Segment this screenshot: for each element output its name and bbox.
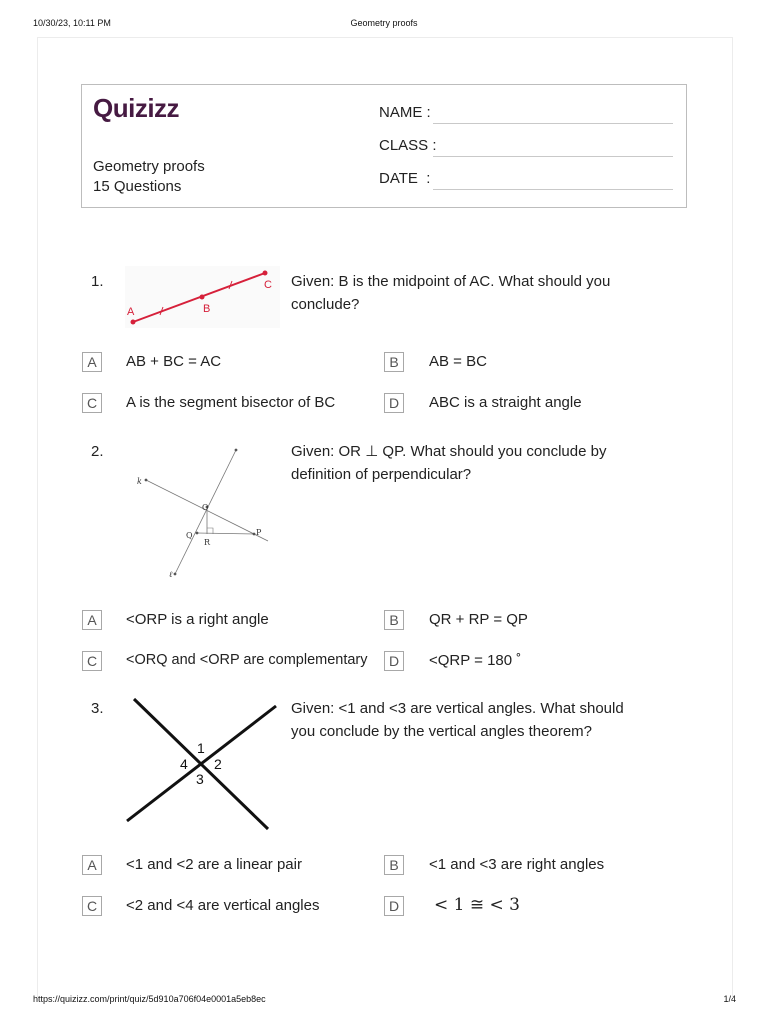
question-text: Given: B is the midpoint of AC. What should you conclude? <box>291 273 611 313</box>
quiz-title: Geometry proofs <box>93 158 205 175</box>
name-line[interactable] <box>433 123 673 124</box>
option-letter[interactable]: D <box>384 651 404 671</box>
option-letter[interactable]: C <box>82 896 102 916</box>
question-text: Given: <1 and <3 are vertical angles. What should you conclude by the vertical angles theorem? <box>291 700 624 740</box>
print-title: Geometry proofs <box>350 18 418 28</box>
label-b: B <box>203 303 211 315</box>
question-number: 1. <box>91 273 104 290</box>
option-text: A is the segment bisector of BC <box>126 394 336 411</box>
option-letter[interactable]: A <box>82 610 102 630</box>
option-text: AB + BC = AC <box>126 353 222 370</box>
print-url[interactable]: https://quizizz.com/print/quiz/5d910a706f04e0001a5eb8ec <box>33 994 266 1004</box>
label-l: ℓ <box>169 570 173 579</box>
option-letter[interactable]: B <box>384 352 404 372</box>
option-text: < 1 ≅ < 3 <box>434 895 520 915</box>
option-letter[interactable]: B <box>384 610 404 630</box>
quiz-header <box>81 84 687 208</box>
option-letter[interactable]: A <box>82 352 102 372</box>
angle-3-label: 3 <box>196 771 204 787</box>
page-number: 1/4 <box>723 994 736 1004</box>
midpoint-segment-figure <box>125 266 280 328</box>
label-q: Q <box>186 531 193 540</box>
option-text: ABC is a straight angle <box>429 394 582 411</box>
option-letter[interactable]: C <box>82 651 102 671</box>
option-letter[interactable]: D <box>384 896 404 916</box>
option-text: <2 and <4 are vertical angles <box>126 897 320 914</box>
date-label: DATE : <box>379 170 431 187</box>
perpendicular-figure <box>135 446 275 580</box>
print-datetime: 10/30/23, 10:11 PM <box>33 18 111 28</box>
option-text: AB = BC <box>429 353 487 370</box>
option-text: <1 and <2 are a linear pair <box>126 856 302 873</box>
label-r: R <box>204 538 211 547</box>
option-text: <ORP is a right angle <box>126 611 269 628</box>
label-k: k <box>137 477 142 486</box>
option-letter[interactable]: A <box>82 855 102 875</box>
question-count: 15 Questions <box>93 178 182 195</box>
label-a: A <box>127 306 135 318</box>
option-text: <ORQ and <ORP are complementary <box>126 652 368 668</box>
angle-2-label: 2 <box>214 756 222 772</box>
name-label: NAME : <box>379 104 431 121</box>
angle-1-label: 1 <box>197 740 205 756</box>
angle-4-label: 4 <box>180 756 188 772</box>
question-text: Given: OR ⊥ QP. What should you conclude by definition of perpendicular? <box>291 443 607 483</box>
option-letter[interactable]: B <box>384 855 404 875</box>
print-header <box>0 18 768 32</box>
class-label: CLASS : <box>379 137 437 154</box>
label-p: P <box>256 528 262 537</box>
option-letter[interactable]: D <box>384 393 404 413</box>
option-text: <QRP = 180 ˚ <box>429 652 522 669</box>
date-line[interactable] <box>433 189 673 190</box>
vertical-angles-figure <box>122 695 278 833</box>
question-number: 3. <box>91 700 104 717</box>
option-text: QR + RP = QP <box>429 611 528 628</box>
quizizz-logo: Quizizz <box>93 93 180 123</box>
option-text: <1 and <3 are right angles <box>429 856 605 873</box>
label-o: O <box>202 503 209 512</box>
option-letter[interactable]: C <box>82 393 102 413</box>
question-number: 2. <box>91 443 104 460</box>
class-line[interactable] <box>433 156 673 157</box>
label-c: C <box>264 279 272 291</box>
